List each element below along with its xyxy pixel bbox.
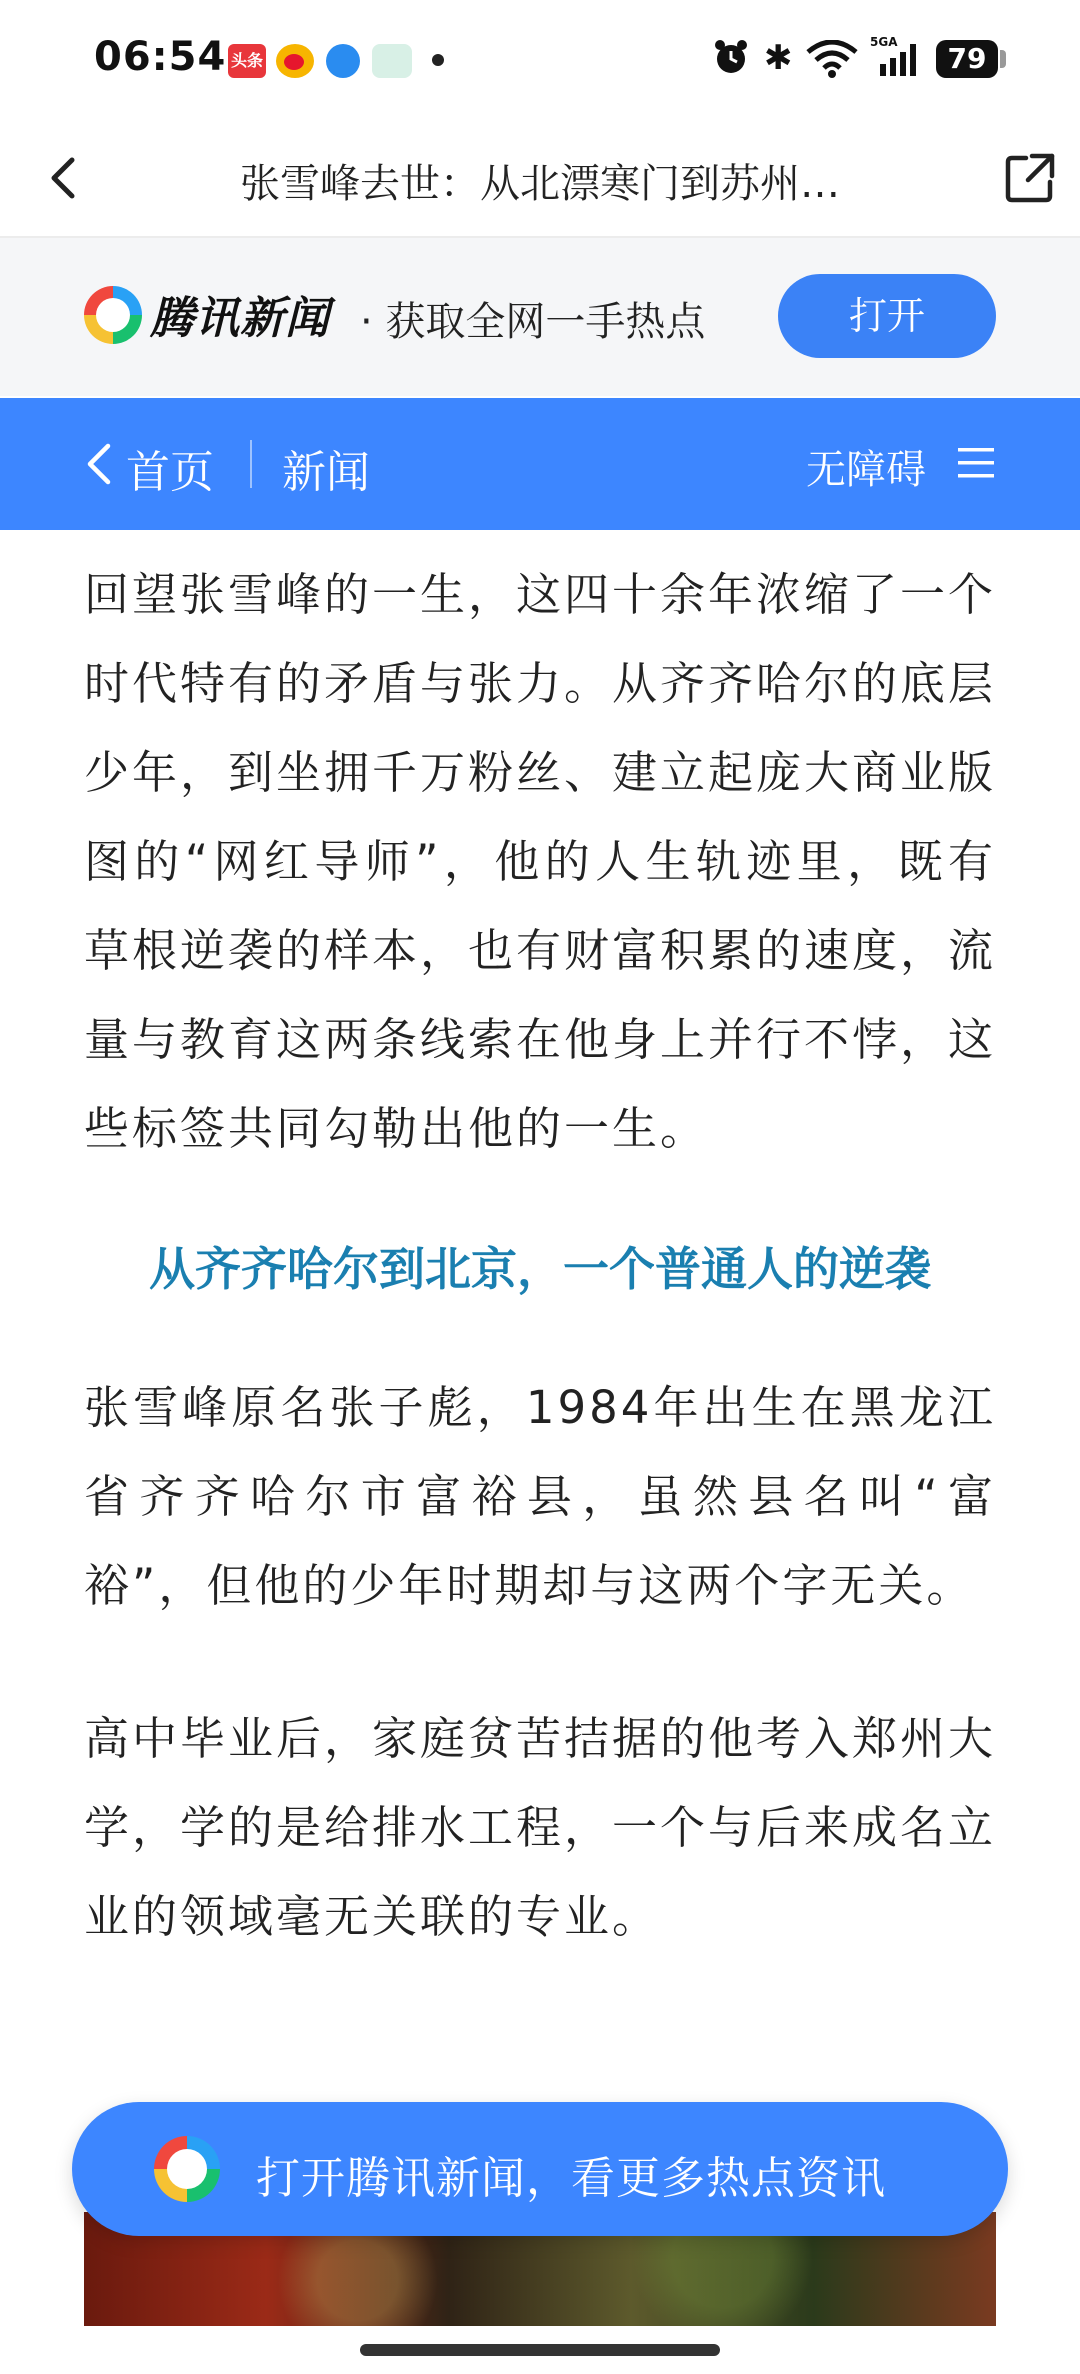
- open-app-button[interactable]: 打开: [778, 274, 996, 358]
- video-app-icon: [372, 44, 412, 78]
- 5g-signal-icon: [870, 34, 926, 78]
- alarm-icon: [712, 38, 750, 76]
- svg-text:5GA: 5GA: [870, 35, 898, 49]
- banner-slogan: · 获取全网一手热点: [360, 299, 706, 345]
- banner-brand: 腾讯新闻: [150, 293, 330, 344]
- section-heading: 从齐齐哈尔到北京，一个普通人的逆袭: [149, 1242, 931, 1296]
- page-title: 张雪峰去世：从北漂寒门到苏州…: [240, 161, 840, 207]
- article-paragraph-3: 高中毕业后，家庭贫苦拮据的他考入郑州大学，学的是给排水工程，一个与后来成名立业的领域毫无关联的专业。: [84, 1712, 997, 1943]
- site-nav-bar: [0, 398, 1080, 530]
- weibo-icon: [276, 44, 314, 78]
- cta-label: 打开腾讯新闻，看更多热点资讯: [256, 2153, 886, 2204]
- status-time: 06:54: [94, 34, 227, 80]
- article-paragraph-2: 张雪峰原名张子彪，1984年出生在黑龙江省齐齐哈尔市富裕县，虽然县名叫“富裕”，但他的少年时期却与这两个字无关。: [84, 1381, 996, 1612]
- toutiao-icon: 头条: [228, 44, 266, 78]
- more-notifications-icon: [432, 54, 444, 66]
- article-body: [84, 530, 996, 1961]
- share-icon[interactable]: [1000, 148, 1060, 208]
- status-bar: [0, 0, 1080, 118]
- app-promo-banner: [0, 238, 1080, 396]
- nav-news-link[interactable]: 新闻: [282, 447, 370, 498]
- title-bar: [0, 118, 1080, 238]
- tencent-news-logo-icon: [84, 286, 142, 344]
- chevron-left-icon[interactable]: [84, 442, 114, 486]
- home-indicator[interactable]: [360, 2344, 720, 2356]
- app-icon: [326, 44, 360, 78]
- bluetooth-icon: ✱: [764, 38, 793, 78]
- accessibility-link[interactable]: 无障碍: [806, 447, 926, 493]
- nav-home-link[interactable]: 首页: [126, 447, 214, 498]
- wifi-icon: [806, 40, 858, 78]
- nav-divider: [250, 440, 252, 488]
- article-paragraph-1: 回望张雪峰的一生，这四十余年浓缩了一个时代特有的矛盾与张力。从齐齐哈尔的底层少年，到坐拥千万粉丝、建立起庞大商业版图的“网红导师”，他的人生轨迹里，既有草根逆袭的样本，也有财富积累的速度，流量与教育这两条线索在他身上并行不悖，这些标签共同勾勒出他的一生。: [84, 568, 997, 1155]
- battery-icon: 79: [936, 40, 998, 78]
- back-button[interactable]: [34, 148, 94, 208]
- menu-icon[interactable]: [956, 444, 996, 482]
- tencent-news-logo-icon: [154, 2136, 220, 2202]
- open-app-cta-button[interactable]: [72, 2102, 1008, 2236]
- battery-tip: [1000, 50, 1006, 68]
